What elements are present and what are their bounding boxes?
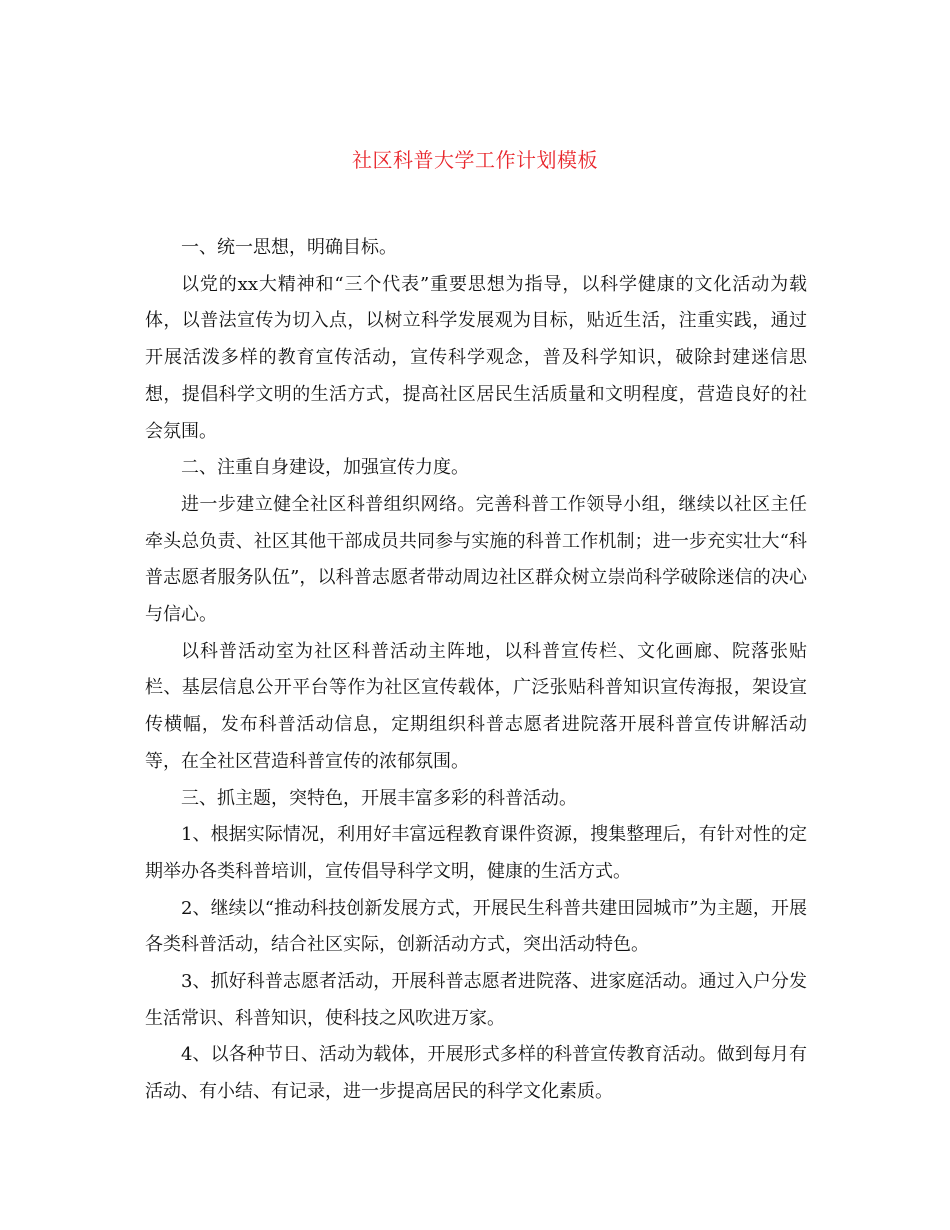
paragraph: 以党的xx大精神和“三个代表”重要思想为指导，以科学健康的文化活动为载体，以普法宣传为切入点，以树立科学发展观为目标，贴近生活，注重实践，通过开展活泼多样的教育宣传活动，宣传科学观念，普及科学知识，破除封建迷信思想，提倡科学文明的生活方式，提高社区居民生活质量和文明程度，营造良好的社会氛围。	[145, 273, 807, 442]
section-heading-2: 二、注重自身建设，加强宣传力度。	[181, 457, 469, 479]
list-item: 4、以各种节日、活动为载体，开展形式多样的科普宣传教育活动。做到每月有活动、有小结、有记录，进一步提高居民的科学文化素质。	[145, 1044, 807, 1103]
list-item: 1、根据实际情况，利用好丰富远程教育课件资源，搜集整理后，有针对性的定期举办各类科普培训，宣传倡导科学文明，健康的生活方式。	[145, 824, 807, 882]
document-body	[145, 230, 807, 1111]
paragraph: 以科普活动室为社区科普活动主阵地，以科普宣传栏、文化画廊、院落张贴栏、基层信息公开平台等作为社区宣传载体，广泛张贴科普知识宣传海报，架设宣传横幅，发布科普活动信息，定期组织科普志愿者进院落开展科普宣传讲解活动等，在全社区营造科普宣传的浓郁氛围。	[145, 640, 807, 772]
document-title: 社区科普大学工作计划模板	[352, 148, 598, 172]
list-item: 2、继续以“推动科技创新发展方式，开展民生科普共建田园城市”为主题，开展各类科普活动，结合社区实际，创新活动方式，突出活动特色。	[145, 897, 807, 956]
section-heading-3: 三、抓主题，突特色，开展丰富多彩的科普活动。	[181, 787, 577, 809]
paragraph: 进一步建立健全社区科普组织网络。完善科普工作领导小组，继续以社区主任牵头总负责、社区其他干部成员共同参与实施的科普工作机制；进一步充实壮大“科普志愿者服务队伍”，以科普志愿者带动周边社区群众树立崇尚科学破除迷信的决心与信心。	[145, 493, 807, 626]
section-heading-1: 一、统一思想，明确目标。	[181, 237, 397, 258]
list-item: 3、抓好科普志愿者活动，开展科普志愿者进院落、进家庭活动。通过入户分发生活常识、科普知识，使科技之风吹进万家。	[145, 971, 807, 1029]
